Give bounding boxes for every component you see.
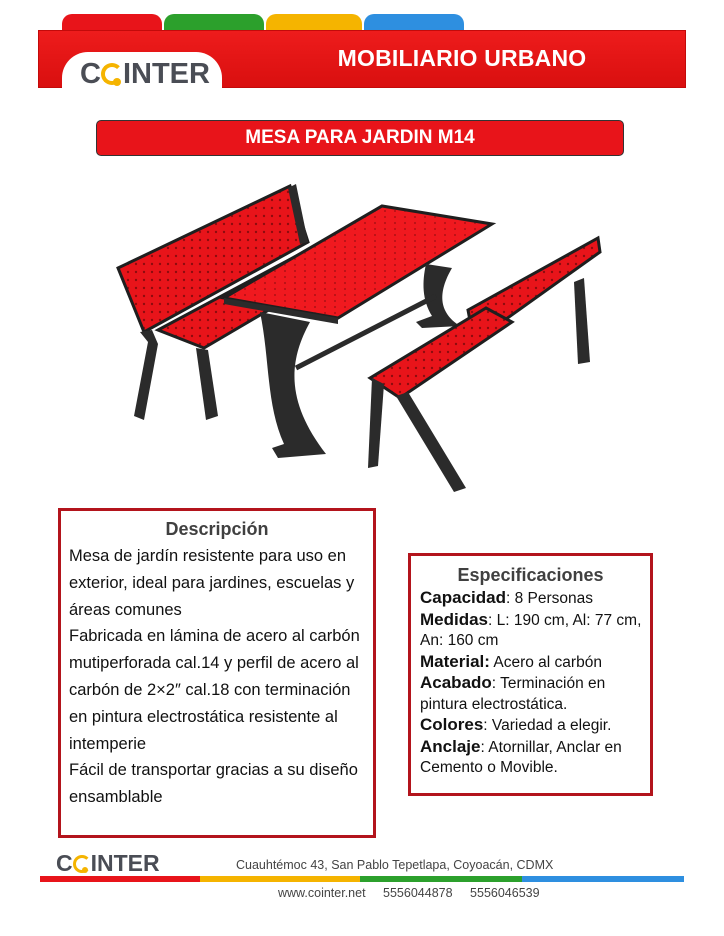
logo-text: INTER: [90, 850, 160, 876]
spec-colors: [420, 715, 652, 737]
spec-label: Material:: [420, 651, 490, 671]
description-box: [58, 508, 376, 838]
specifications-heading: Especificaciones: [457, 565, 604, 585]
footer-address: Cuauhtémoc 43, San Pablo Tepetlapa, Coyoacán, CDMX: [236, 858, 554, 872]
stripe-blue: [522, 876, 684, 882]
right-bench-leg-front: [368, 378, 384, 468]
spec-value: : 8 Personas: [505, 590, 594, 607]
spec-value: : Variedad a elegir.: [483, 717, 612, 734]
footer-color-stripes: [40, 876, 684, 882]
spec-dimensions: [420, 610, 652, 652]
spec-material: [420, 652, 652, 674]
logo-o-icon: [73, 855, 91, 873]
footer-phone-1: 5556044878: [383, 886, 453, 900]
footer-contact: [278, 886, 552, 900]
specifications-box: [408, 553, 653, 796]
spec-value: : Terminación en pintura electrostática.: [420, 675, 606, 713]
description-heading: Descripción: [165, 519, 269, 539]
right-bench-leg-back: [396, 392, 466, 492]
footer-phone-2: 5556046539: [470, 886, 540, 900]
header-logo: [80, 58, 210, 91]
spec-capacity: [420, 588, 652, 610]
description-paragraph: Mesa de jardín resistente para uso en exterior, ideal para jardines, escuelas y áreas comunes: [69, 547, 355, 619]
logo-letter-c: C: [56, 850, 73, 876]
spec-value: Acero al carbón: [489, 653, 602, 671]
logo-o-icon: [101, 63, 123, 85]
garden-table-image: [100, 172, 620, 502]
stripe-red: [40, 876, 200, 882]
spec-label: Colores: [420, 715, 484, 734]
logo-text: INTER: [122, 58, 210, 90]
spec-value: : L: 190 cm, Al: 77 cm, An: 160 cm: [420, 611, 642, 649]
spec-label: Acabado: [420, 673, 492, 692]
specifications-list: [420, 588, 652, 779]
stripe-yellow: [200, 876, 360, 882]
product-title: MESA PARA JARDIN M14: [96, 120, 624, 156]
spec-label: Medidas: [420, 609, 489, 629]
logo-letter-c: C: [80, 58, 101, 90]
spec-anchoring: [420, 737, 652, 779]
spec-value: : Atornillar, Anclar en Cemento o Movible.: [420, 738, 622, 776]
table-leg-front: [260, 312, 326, 458]
spec-label: Anclaje: [420, 736, 481, 756]
description-paragraph: Fabricada en lámina de acero al carbón mutiperforada cal.14 y perfil de acero al carbón de 2×2″ cal.18 con terminación en pintura electrostática resistente al intemperie: [69, 627, 360, 753]
description-paragraph: Fácil de transportar gracias a su diseño ensamblable: [69, 761, 358, 807]
left-bench-leg-front: [134, 330, 158, 420]
header-title: MOBILIARIO URBANO: [337, 44, 587, 71]
spec-label: Capacidad: [420, 588, 506, 607]
description-text: [69, 543, 369, 811]
footer-website[interactable]: www.cointer.net: [278, 886, 366, 900]
table-leg-rear: [416, 264, 460, 328]
left-bench-leg-back: [196, 348, 218, 420]
right-bench-leg-rear: [574, 278, 590, 364]
stripe-green: [360, 876, 522, 882]
spec-finish: [420, 673, 652, 715]
footer-logo: [56, 850, 160, 877]
